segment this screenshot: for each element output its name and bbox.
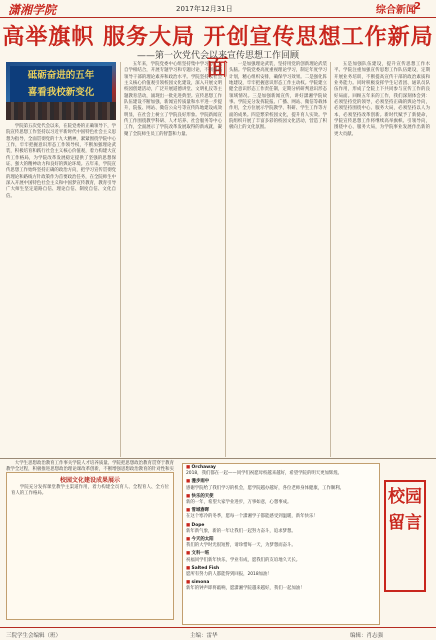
message-author: Salted Fish [191, 565, 220, 571]
footer-publisher: 三院学生会编辑（班） [6, 633, 62, 639]
message-bullet-icon: ■ [186, 537, 192, 543]
article-column-2-text: 五年来，学院党委中心组坚持集中学习与个人自学相结合，开展专题学习和专题讨论，不断提高领导干部的理论素养和政治水平。学院坚持以社会主义核心价值观引领校园文化建设，深入开展文明校园创建活动，广泛开展道德讲堂、文明礼仪等主题教育活动，涌现出一批先进典型。宣传思想工作队伍建设不断加强，新闻宣传质量和水平进一步提升，院报、网站、微信公众号等宣传阵地建设成效明显，在社会上树立了学院良好形象。学院新闻宣传工作围绕教学科研、人才培养、社会服务等中心工作，全面展示了学院改革发展取得的新成就，凝聚了全院师生员工的智慧和力量。 [124, 62, 222, 137]
message-author: Dope [191, 522, 205, 528]
message-entry [186, 479, 376, 491]
footer [0, 627, 436, 640]
message-bullet-icon: ■ [186, 479, 192, 485]
message-bullet-icon: ■ [186, 508, 192, 514]
message-text: 感谢学院给了我们学习的机会，愿学院越办越好，各位老师身体健康，工作顺利。 [186, 485, 345, 491]
photo-banner [10, 66, 112, 102]
photo-banner-line2: 喜看我校新变化 [27, 87, 95, 98]
message-author: 雪域春晖 [191, 508, 210, 514]
headline: 高举旗帜 服务大局 开创宣传思想工作新局面 [2, 25, 434, 81]
article-column-4-text: 五是加强队伍建设，提升宣传思想工作水平。学院注重加强宣传思想工作队伍建设，定期开展业务培训，不断提高宣传干部的政治素质和业务能力。同时积极发挥学生记者团、通讯员队伍作用，形成了全院上下共同参与宣传工作的良好局面。回顾五年来的工作，我们深刻体会到：必须坚持党的领导，必须坚持正确的舆论导向，必须坚持围绕中心、服务大局，必须坚持以人为本，必须坚持改革创新。新时代赋予了新使命，学院宣传思想工作将继续高举旗帜、引领导向，围绕中心、服务大局，为学院事业发展作出新的更大贡献。 [334, 62, 430, 137]
message-author: Orchaway [191, 465, 216, 470]
column-divider [120, 62, 121, 457]
section-divider [0, 458, 436, 459]
message-bullet-icon: ■ [186, 493, 192, 499]
page-number: 2 [414, 1, 421, 12]
article-column-4 [334, 62, 430, 456]
subhead: ——第一次党代会以来宣传思想工作回顾 [136, 51, 299, 61]
culture-showcase-text [11, 485, 169, 615]
message-board-stamp: 校园留言 [384, 480, 426, 592]
bottom-article-intro-text: 大学生思想政治教育工作事关学院人才培养质量。学院把思想政治教育贯穿于教育教学全过程，积极推进思想政治理论课改革创新，不断增强思想政治教育的针对性和实 [6, 461, 174, 473]
message-entry [186, 465, 376, 477]
article-column-3 [229, 62, 327, 456]
message-board [182, 463, 380, 625]
masthead: 潇湘学院 [8, 3, 57, 17]
article-column-1-text: 学院第五次党代会以来，在院党委的正确领导下，学院宣传思想工作坚持以习近平新时代中国特色社会主义思想为指导，全面贯彻党的十九大精神，紧紧围绕学院中心工作，牢牢把握意识形态工作领导权，不断加强理论武装，积极培育和践行社会主义核心价值观，着力构建大宣传工作格局，为学院改革发展稳定提供了坚强的思想保证、强大的精神动力和良好的舆论环境。五年来，学院宣传思想工作始终坚持正确的政治方向，把学习宣传贯彻党的理论和路线方针政策作为首要政治任务，在全院师生中深入开展中国特色社会主义和中国梦宣传教育，教育引导广大师生坚定道路自信、理论自信、制度自信、文化自信。 [6, 124, 116, 199]
message-text: 在这个寒冷的冬季，愿每一个潇湘学子都能感受到温暖，新年快乐！ [186, 514, 318, 520]
lead-photo [6, 62, 116, 120]
article-column-1 [6, 124, 116, 456]
article-column-2 [124, 62, 222, 456]
section-title: 综合新闻 [376, 5, 416, 16]
article-column-3-text: 一是加强理论武装，坚持用党的创新理论武装头脑。学院党委高度重视理论学习，制定年度学习计划，精心组织安排，确保学习效果。二是强化阵地建设，牢牢把握意识形态工作主动权。学院建立健全意识形态工作责任制，定期分析研判意识形态领域情况。三是加强新闻宣传，讲好潇湘学院故事。学院充分发挥院报、广播、网站、微信等载体作用，全方位展示学院教学、科研、学生工作等方面的成果。四是繁荣校园文化，提升育人实效。学院组织开展了丰富多彩的校园文化活动，营造了积极向上的文化氛围。 [229, 62, 327, 131]
photo-banner-line1: 砥砺奋进的五年 [27, 70, 95, 81]
message-bullet-icon: ■ [186, 565, 192, 571]
message-text: 祝福同学们新年快乐，学业有成，愿我们的友谊地久天长。 [186, 557, 301, 563]
message-text: 我们的大学时光很短暂，请珍惜每一天，为梦想而奋斗。 [186, 543, 296, 549]
message-bullet-icon: ■ [186, 551, 192, 557]
message-author: 快乐的天使 [191, 493, 214, 499]
culture-showcase-box [6, 472, 174, 620]
issue-date: 2017年12月31日 [176, 5, 233, 13]
message-entry [186, 566, 376, 578]
message-text: 新的一年，希望大家学业进步，万事如意，心想事成。 [186, 500, 292, 506]
message-author: 今天的太阳 [191, 537, 214, 543]
message-text: 2018，我们都在一起——同学们祝愿母校越来越好，希望学院的明天更加辉煌。 [186, 471, 343, 477]
newspaper-header [0, 0, 436, 18]
message-author: 文科一班 [191, 551, 210, 557]
message-text: 新年的钟声即将敲响，愿潇湘学院越来越好，我们一起加油！ [186, 586, 305, 592]
footer-editor: 编辑：肖志强 [350, 633, 384, 639]
message-bullet-icon: ■ [186, 465, 192, 470]
message-text: 新年新气象，新的一年让我们一起努力奋斗，追求梦想。 [186, 528, 296, 534]
message-entry [186, 494, 376, 506]
message-entry [186, 551, 376, 563]
message-entry [186, 508, 376, 520]
message-entry [186, 580, 376, 592]
message-author: simona [191, 580, 210, 586]
message-entry [186, 537, 376, 549]
message-bullet-icon: ■ [186, 522, 192, 528]
culture-showcase-body: 学院充分发挥课堂教学主渠道作用，着力构建全员育人、全程育人、全方位育人的工作格局。 [11, 485, 169, 497]
bottom-article-intro [6, 461, 174, 471]
footer-chief-editor: 主编：雷华 [190, 633, 218, 639]
culture-showcase-title: 校园文化建设成果展示 [59, 477, 120, 484]
message-bullet-icon: ■ [186, 580, 192, 586]
message-author: 漫步雨中 [191, 479, 210, 485]
column-divider [225, 62, 226, 457]
photo-crowd [6, 102, 116, 120]
column-divider [330, 62, 331, 457]
message-text: 愿所有努力的人都能得到回报，2018加油！ [186, 572, 272, 578]
message-entry [186, 523, 376, 535]
